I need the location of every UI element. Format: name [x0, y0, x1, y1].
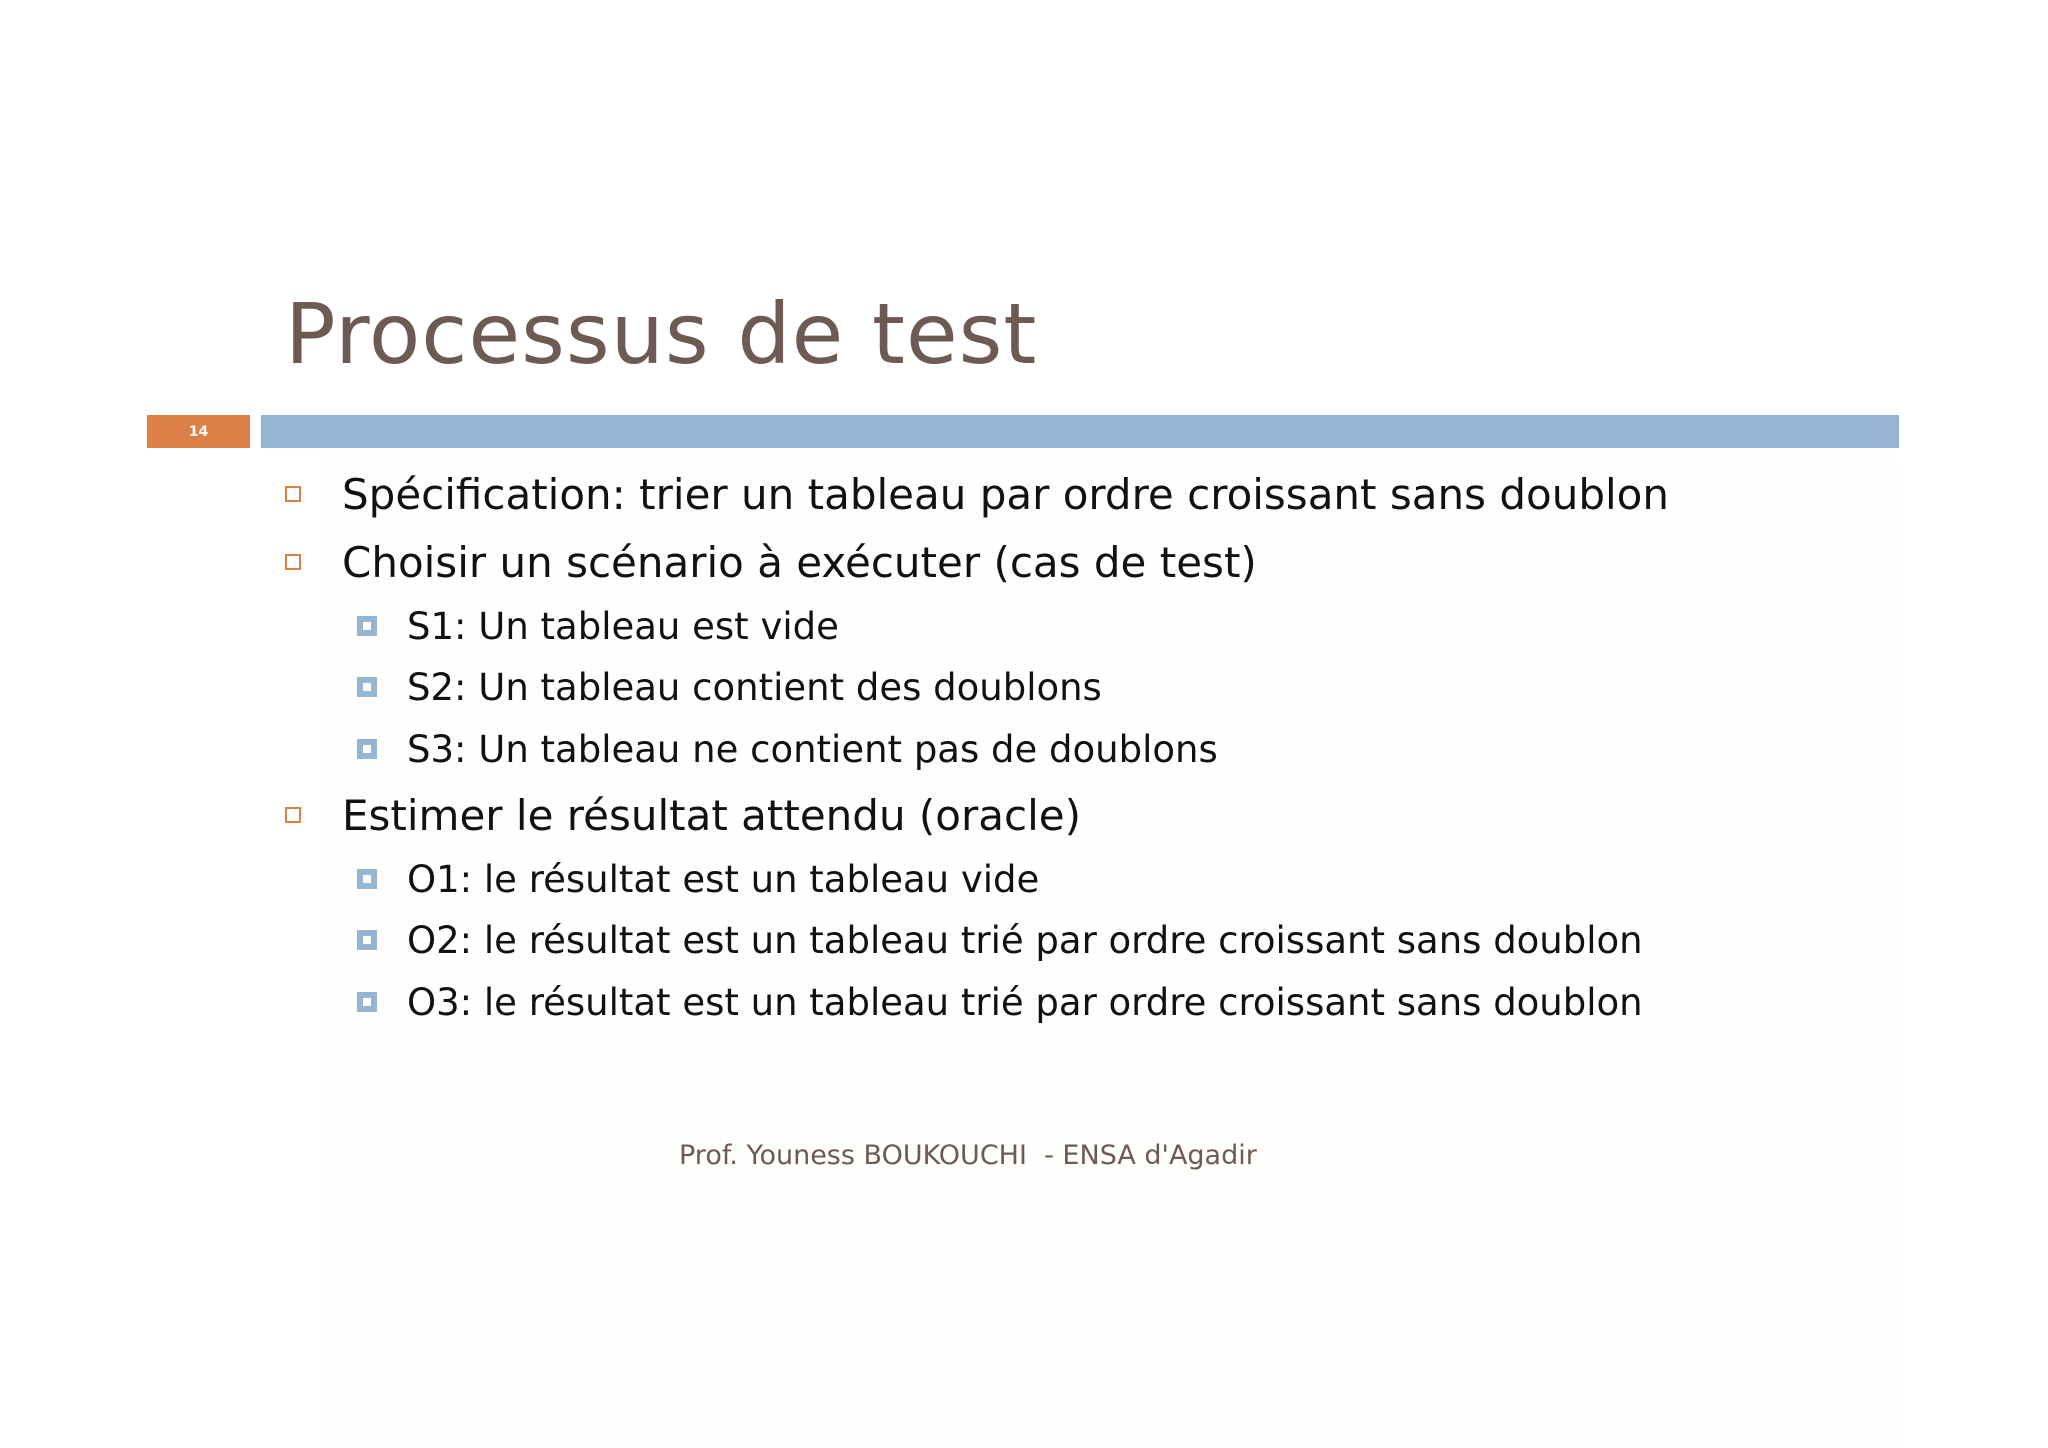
footer-author: Prof. Youness BOUKOUCHI - ENSA d'Agadir [679, 1140, 1257, 1171]
slide-number: 14 [147, 415, 250, 448]
sub-bullet-text: O3: le résultat est un tableau trié par ordre croissant sans doublon [407, 980, 1643, 1024]
sub-bullet-item [357, 601, 839, 651]
sub-bullet-item [357, 662, 1102, 712]
sub-bullet-item [357, 977, 1643, 1027]
filled-square-bullet-icon [357, 869, 377, 889]
sub-bullet-text: S1: Un tableau est vide [407, 604, 839, 648]
slide-title: Processus de test [285, 285, 1038, 383]
filled-square-bullet-icon [357, 616, 377, 636]
title-divider-bar [261, 415, 1899, 448]
bullet-text: Estimer le résultat attendu (oracle) [342, 790, 1081, 840]
filled-square-bullet-icon [357, 739, 377, 759]
sub-bullet-text: O1: le résultat est un tableau vide [407, 857, 1040, 901]
sub-bullet-item [357, 724, 1218, 774]
sub-bullet-text: S3: Un tableau ne contient pas de doublons [407, 727, 1218, 771]
bullet-text: Choisir un scénario à exécuter (cas de test) [342, 537, 1257, 587]
filled-square-bullet-icon [357, 992, 377, 1012]
filled-square-bullet-icon [357, 677, 377, 697]
bullet-item [285, 534, 1257, 590]
bullet-item [285, 787, 1081, 843]
square-bullet-icon [285, 486, 301, 502]
sub-bullet-item [357, 915, 1643, 965]
sub-bullet-item [357, 854, 1039, 904]
square-bullet-icon [285, 807, 301, 823]
bullet-text: Spécification: trier un tableau par ordre croissant sans doublon [342, 469, 1669, 519]
sub-bullet-text: O2: le résultat est un tableau trié par ordre croissant sans doublon [407, 918, 1643, 962]
square-bullet-icon [285, 554, 301, 570]
sub-bullet-text: S2: Un tableau contient des doublons [407, 665, 1102, 709]
bullet-item [285, 466, 1669, 522]
filled-square-bullet-icon [357, 930, 377, 950]
